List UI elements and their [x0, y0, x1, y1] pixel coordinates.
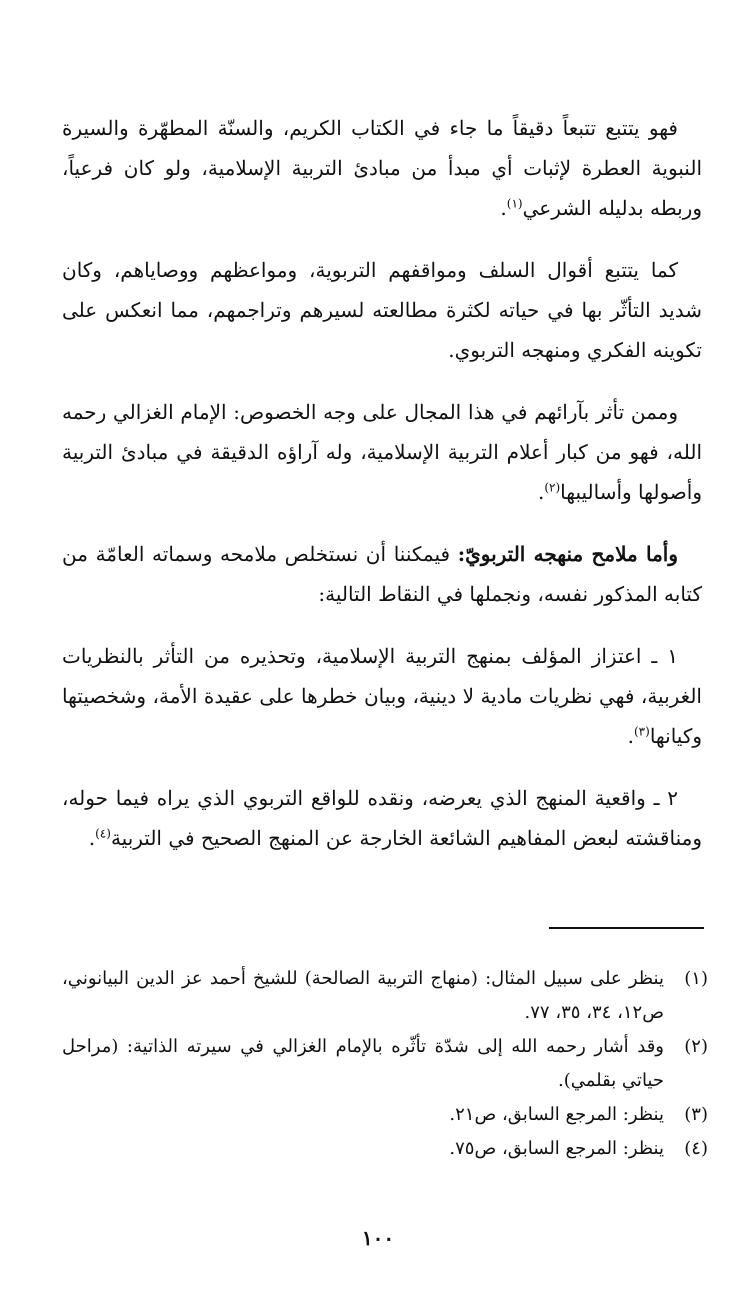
footnote-ref-1: (١) [506, 196, 523, 211]
footnote-text: ينظر: المرجع السابق، ص٧٥. [449, 1138, 664, 1159]
footnotes [62, 962, 708, 1166]
footnote-2 [62, 1030, 708, 1098]
page-number: ١٠٠ [361, 1226, 395, 1250]
footnote-text: ينظر: المرجع السابق، ص٢١. [449, 1104, 664, 1125]
footnote-ref-4: (٤) [95, 826, 111, 841]
footnote-4 [62, 1132, 708, 1166]
footnote-number: (٣) [684, 1104, 708, 1125]
paragraph-6: ٢ ـ واقعية المنهج الذي يعرضه، ونقده للواقع التربوي الذي يراه فيما حوله، ومناقشته لبعض المفاهيم الشائعة الخارجة عن المنهج الصحيح في التربية$^{(٤)}$. [62, 786, 702, 850]
footnote-1 [62, 962, 708, 1030]
main-text [62, 108, 702, 880]
footnote-number: (٢) [684, 1036, 708, 1057]
paragraph-2: كما يتتبع أقوال السلف ومواقفهم التربوية، ومواعظهم ووصاياهم، وكان شديد التأثّر بها في حياته لكثرة مطالعته لسيرهم وتراجمهم، مما انعكس على تكوينه الفكري ومنهجه التربوي. [62, 258, 703, 362]
paragraph-4: وأما ملامح منهجه التربويّ: فيمكننا أن نستخلص ملامحه وسماته العامّة من كتابه المذكور نفسه، ونجملها في النقاط التالية: [62, 542, 702, 606]
paragraph-lead: وأما ملامح منهجه التربويّ: [457, 542, 678, 566]
footnote-text: وقد أشار رحمه الله إلى شدّة تأثّره بالإمام الغزالي في سيرته الذاتية: (مراحل حياتي بقلمي). [62, 1036, 664, 1091]
footnote-divider [549, 927, 704, 929]
footnote-text: ينظر على سبيل المثال: (منهاج التربية الصالحة) للشيخ أحمد عز الدين البيانوني، ص١٢، ٣٤، ٣٥، ٧٧. [62, 968, 664, 1023]
footnote-ref-3: (٣) [633, 724, 650, 739]
footnote-3 [62, 1098, 708, 1132]
footnote-number: (١) [684, 968, 708, 989]
paragraph-5: ١ ـ اعتزاز المؤلف بمنهج التربية الإسلامية، وتحذيره من التأثر بالنظريات الغربية، فهي نظريات مادية لا دينية، وبيان خطرها على عقيدة الأمة، وشخصيتها وكيانها$^{(٣)}$. [62, 644, 702, 748]
paragraph-1: فهو يتتبع تتبعاً دقيقاً ما جاء في الكتاب الكريم، والسنّة المطهّرة والسيرة النبوية العطرة لإثبات أي مبدأ من مبادئ التربية الإسلامية، ولو كان فرعياً، وربطه بدليله الشرعي$^{(١)}$. [62, 116, 702, 220]
paragraph-3: وممن تأثر بآرائهم في هذا المجال على وجه الخصوص: الإمام الغزالي رحمه الله، فهو من كبار أعلام التربية الإسلامية، وله آراؤه الدقيقة في مبادئ التربية وأصولها وأساليبها$^{(٢)}$. [62, 400, 702, 504]
footnote-ref-2: (٢) [544, 480, 561, 495]
footnote-number: (٤) [684, 1138, 708, 1159]
